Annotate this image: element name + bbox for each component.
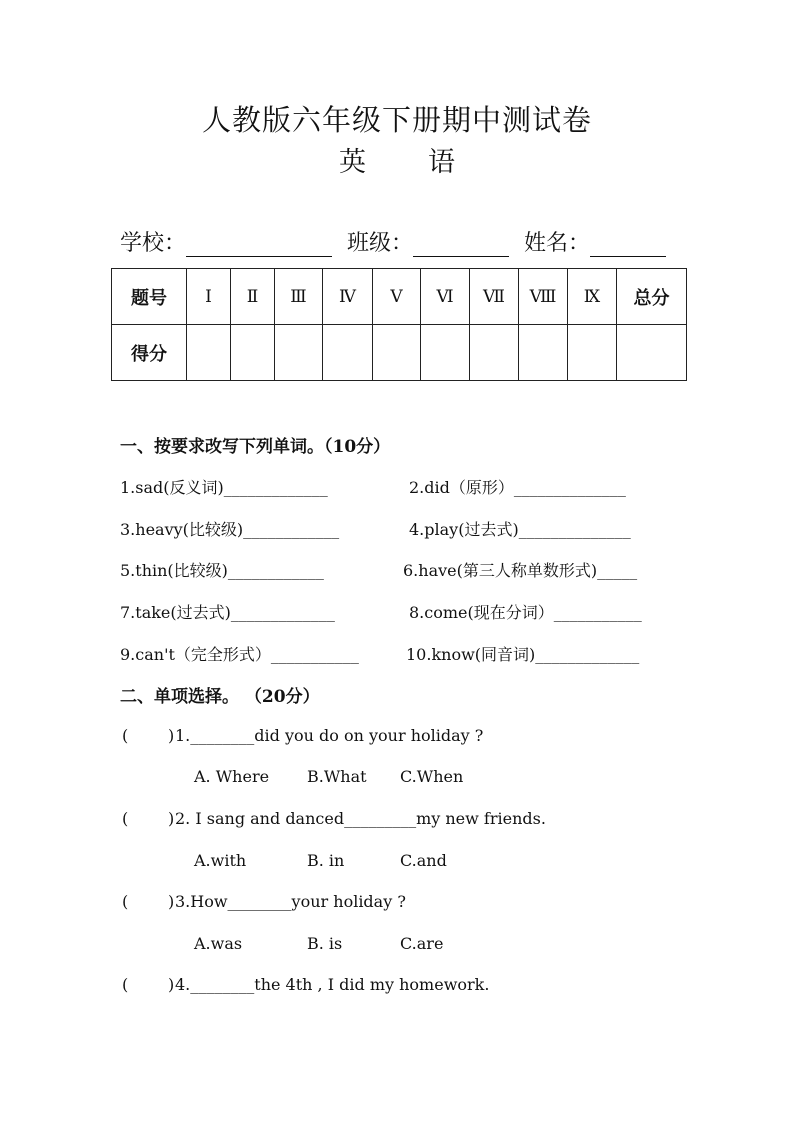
word-item-5: 5.thin(比较级)____________ xyxy=(120,561,324,580)
subject-char-1: 英 xyxy=(339,147,366,178)
answer-paren-open: ( xyxy=(122,726,129,745)
question-2-option-b: B. in xyxy=(307,851,345,870)
school-field[interactable] xyxy=(186,234,332,257)
score-cell[interactable] xyxy=(187,325,231,381)
score-cell[interactable] xyxy=(568,325,617,381)
score-cell[interactable] xyxy=(275,325,323,381)
section-2-heading: 二、单项选择。 （20分） xyxy=(120,687,320,707)
question-4-stem: 4.________the 4th , I did my homework. xyxy=(175,975,490,994)
class-label: 班级： xyxy=(347,231,414,256)
answer-paren-open: ( xyxy=(122,975,129,994)
column-1: Ⅰ xyxy=(187,269,231,325)
word-item-3: 3.heavy(比较级)____________ xyxy=(120,520,340,539)
score-cell[interactable] xyxy=(373,325,421,381)
question-1-stem: 1.________did you do on your holiday ? xyxy=(175,726,484,745)
question-number-label: 题号 xyxy=(112,269,187,325)
score-cell[interactable] xyxy=(231,325,275,381)
score-table-score-row xyxy=(112,325,687,381)
column-5: Ⅴ xyxy=(373,269,421,325)
subject-title xyxy=(0,140,794,179)
score-table-header-row xyxy=(112,269,687,325)
score-cell[interactable] xyxy=(519,325,568,381)
section-1-heading: 一、按要求改写下列单词。（10分） xyxy=(120,437,391,457)
question-1-option-a: A. Where xyxy=(194,767,270,786)
score-cell[interactable] xyxy=(421,325,470,381)
question-1-option-b: B.What xyxy=(307,767,367,786)
question-2-option-c: C.and xyxy=(400,851,447,870)
name-field[interactable] xyxy=(590,234,666,257)
word-item-6: 6.have(第三人称单数形式)_____ xyxy=(403,561,638,580)
word-item-8: 8.come(现在分词）___________ xyxy=(409,603,642,622)
word-item-9: 9.can't（完全形式）___________ xyxy=(120,645,359,664)
column-7: Ⅶ xyxy=(470,269,519,325)
score-label: 得分 xyxy=(112,325,187,381)
school-label: 学校： xyxy=(120,231,187,256)
question-3-option-a: A.was xyxy=(194,934,243,953)
column-2: Ⅱ xyxy=(231,269,275,325)
word-item-10: 10.know(同音词)_____________ xyxy=(406,645,640,664)
question-2-option-a: A.with xyxy=(194,851,247,870)
name-label: 姓名： xyxy=(524,231,591,256)
answer-paren-close: ) xyxy=(168,975,175,994)
question-3-stem: 3.How________your holiday ? xyxy=(175,892,406,911)
answer-paren-close: ) xyxy=(168,809,175,828)
question-2-stem: 2. I sang and danced_________my new friends. xyxy=(175,809,546,828)
answer-paren-open: ( xyxy=(122,809,129,828)
column-3: Ⅲ xyxy=(275,269,323,325)
question-1-option-c: C.When xyxy=(400,767,464,786)
question-3-option-c: C.are xyxy=(400,934,444,953)
score-table xyxy=(111,268,687,381)
answer-paren-close: ) xyxy=(168,726,175,745)
total-label: 总分 xyxy=(617,269,687,325)
answer-paren-open: ( xyxy=(122,892,129,911)
page-title: 人教版六年级下册期中测试卷 xyxy=(201,103,592,137)
word-item-1: 1.sad(反义词)_____________ xyxy=(120,478,328,497)
word-item-2: 2.did（原形）______________ xyxy=(409,478,626,497)
question-3-option-b: B. is xyxy=(307,934,343,953)
word-item-4: 4.play(过去式)______________ xyxy=(409,520,631,539)
class-field[interactable] xyxy=(413,234,509,257)
score-cell[interactable] xyxy=(323,325,373,381)
column-9: Ⅸ xyxy=(568,269,617,325)
score-cell[interactable] xyxy=(470,325,519,381)
total-score-cell[interactable] xyxy=(617,325,687,381)
column-6: Ⅵ xyxy=(421,269,470,325)
answer-paren-close: ) xyxy=(168,892,175,911)
column-4: Ⅳ xyxy=(323,269,373,325)
word-item-7: 7.take(过去式)_____________ xyxy=(120,603,335,622)
student-info-row xyxy=(120,226,666,257)
column-8: Ⅷ xyxy=(519,269,568,325)
subject-char-2: 语 xyxy=(428,147,455,178)
